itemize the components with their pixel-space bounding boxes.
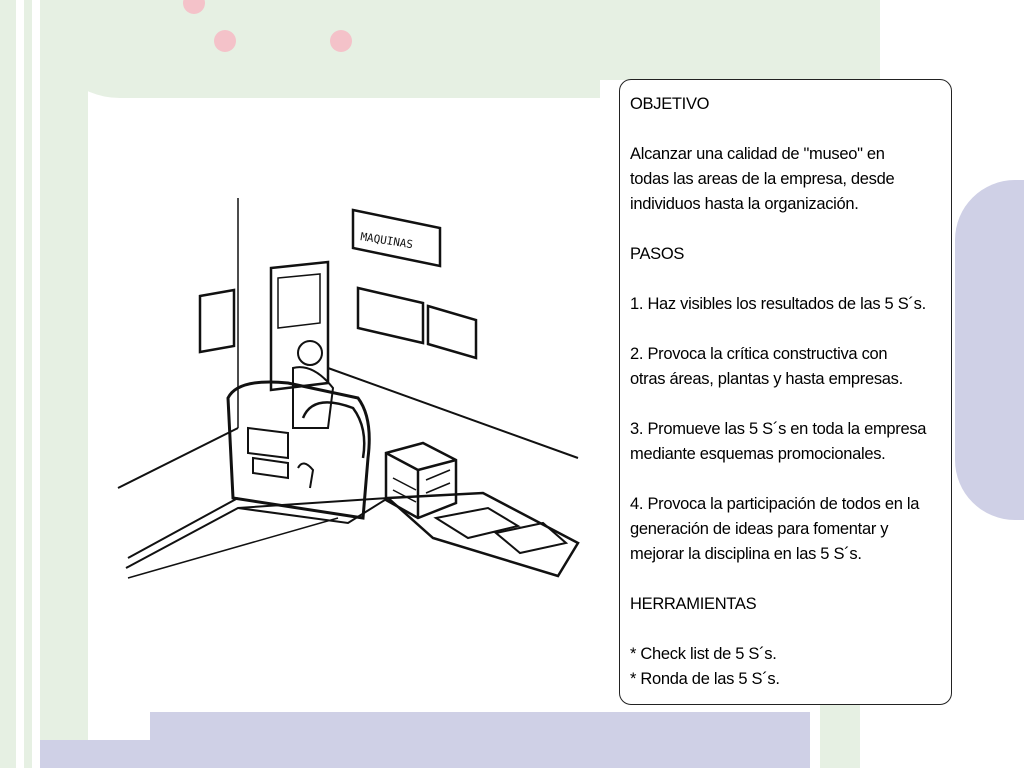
herramienta-item: * Ronda de las 5 S´s. xyxy=(630,670,780,688)
herramienta-item: * Check list de 5 S´s. xyxy=(630,645,777,663)
pink-dot xyxy=(330,30,352,52)
objetivo-line: Alcanzar una calidad de "museo" en xyxy=(630,145,885,163)
objectives-text-panel xyxy=(619,79,952,705)
left-green-band xyxy=(40,0,88,768)
paso-2-line: otras áreas, plantas y hasta empresas. xyxy=(630,370,903,388)
bottom-left-blue-band xyxy=(40,740,160,768)
paso-1-line: 1. Haz visibles los resultados de las 5 S´s. xyxy=(630,295,926,313)
top-green-band xyxy=(40,0,600,98)
objetivo-line: todas las areas de la empresa, desde xyxy=(630,170,895,188)
objetivo-line: individuos hasta la organización. xyxy=(630,195,859,213)
pink-dot xyxy=(214,30,236,52)
workshop-cartoon-illustration xyxy=(88,98,590,710)
left-green-stripe xyxy=(24,0,32,768)
objetivo-heading: OBJETIVO xyxy=(630,95,710,113)
maquinas-sign xyxy=(353,210,440,266)
herramientas-heading: HERRAMIENTAS xyxy=(630,595,757,613)
paso-3-line: mediante esquemas promocionales. xyxy=(630,445,886,463)
bottom-blue-band xyxy=(150,712,810,768)
paso-4-line: generación de ideas para fomentar y xyxy=(630,520,889,538)
paso-4-line: mejorar la disciplina en las 5 S´s. xyxy=(630,545,862,563)
paso-3-line: 3. Promueve las 5 S´s en toda la empresa xyxy=(630,420,927,438)
left-green-strip xyxy=(0,0,16,768)
paso-4-line: 4. Provoca la participación de todos en la xyxy=(630,495,920,513)
svg-text:MAQUINAS: MAQUINAS xyxy=(359,230,414,252)
right-blue-arc xyxy=(955,180,1024,520)
pasos-heading: PASOS xyxy=(630,245,685,263)
paso-2-line: 2. Provoca la crítica constructiva con xyxy=(630,345,888,363)
